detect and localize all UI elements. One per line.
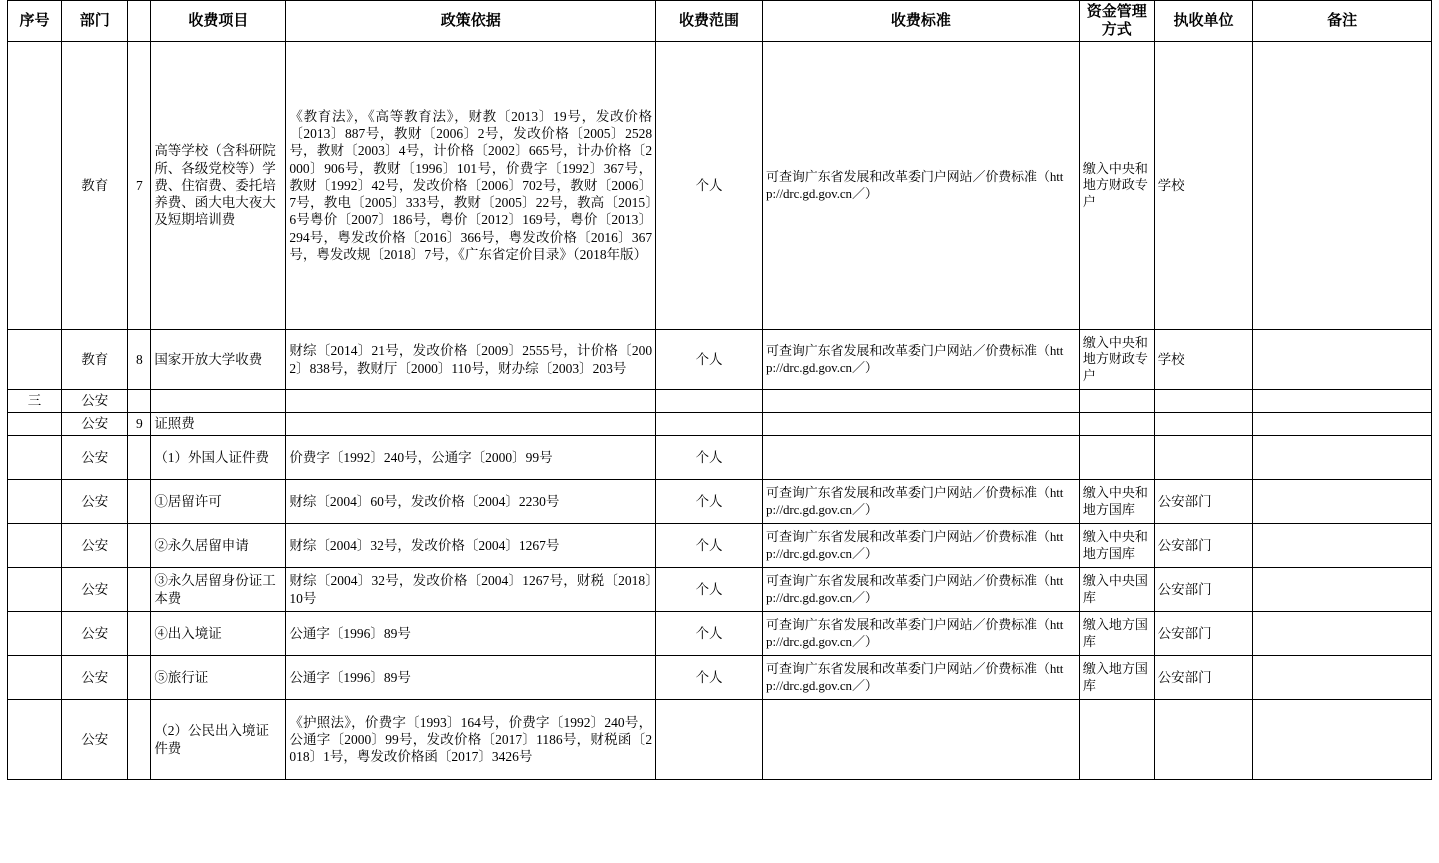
cell-remark [1253, 700, 1432, 780]
cell-seq: 三 [8, 390, 62, 413]
cell-scope [656, 390, 763, 413]
cell-seq [8, 656, 62, 700]
cell-policy [286, 390, 656, 413]
cell-seq [8, 330, 62, 390]
cell-num [128, 612, 151, 656]
cell-remark [1253, 568, 1432, 612]
cell-scope: 个人 [656, 42, 763, 330]
cell-seq [8, 480, 62, 524]
document-page [7, 0, 1432, 780]
cell-dept: 教育 [62, 330, 128, 390]
cell-fund: 缴入中央和地方财政专户 [1079, 330, 1154, 390]
cell-remark [1253, 330, 1432, 390]
cell-unit: 学校 [1154, 330, 1253, 390]
cell-fund [1079, 413, 1154, 436]
cell-remark [1253, 656, 1432, 700]
cell-fund [1079, 390, 1154, 413]
cell-dept: 公安 [62, 390, 128, 413]
cell-fund: 缴入中央和地方国库 [1079, 524, 1154, 568]
table-body [8, 42, 1432, 780]
cell-policy: 公通字〔1996〕89号 [286, 656, 656, 700]
cell-item: （1）外国人证件费 [151, 436, 286, 480]
cell-num [128, 436, 151, 480]
cell-remark [1253, 42, 1432, 330]
cell-policy: 财综〔2014〕21号，发改价格〔2009〕2555号，计价格〔2002〕838号，教财厅〔2000〕110号，财办综〔2003〕203号 [286, 330, 656, 390]
cell-num: 7 [128, 42, 151, 330]
cell-seq [8, 568, 62, 612]
cell-scope [656, 700, 763, 780]
cell-unit [1154, 390, 1253, 413]
cell-num [128, 390, 151, 413]
cell-seq [8, 42, 62, 330]
cell-unit: 公安部门 [1154, 568, 1253, 612]
cell-item: ②永久居留申请 [151, 524, 286, 568]
table-row [8, 700, 1432, 780]
cell-unit: 公安部门 [1154, 524, 1253, 568]
cell-unit: 公安部门 [1154, 612, 1253, 656]
cell-scope: 个人 [656, 480, 763, 524]
cell-unit [1154, 700, 1253, 780]
table-row [8, 390, 1432, 413]
header-fund: 资金管理方式 [1079, 1, 1154, 42]
header-unit: 执收单位 [1154, 1, 1253, 42]
cell-item: 证照费 [151, 413, 286, 436]
cell-dept: 公安 [62, 413, 128, 436]
cell-item: ④出入境证 [151, 612, 286, 656]
table-row [8, 330, 1432, 390]
cell-standard: 可查询广东省发展和改革委门户网站／价费标准（http://drc.gd.gov.cn／） [763, 656, 1080, 700]
cell-scope: 个人 [656, 612, 763, 656]
table-row [8, 524, 1432, 568]
cell-policy: 《护照法》，价费字〔1993〕164号，价费字〔1992〕240号，公通字〔2000〕99号，发改价格〔2017〕1186号，财税函〔2018〕1号，粤发改价格函〔2017〕3426号 [286, 700, 656, 780]
cell-unit: 公安部门 [1154, 480, 1253, 524]
cell-scope: 个人 [656, 524, 763, 568]
cell-remark [1253, 413, 1432, 436]
cell-scope: 个人 [656, 436, 763, 480]
cell-num: 9 [128, 413, 151, 436]
cell-policy: 财综〔2004〕32号，发改价格〔2004〕1267号 [286, 524, 656, 568]
cell-scope [656, 413, 763, 436]
cell-dept: 公安 [62, 436, 128, 480]
cell-fund: 缴入中央和地方国库 [1079, 480, 1154, 524]
cell-item: 国家开放大学收费 [151, 330, 286, 390]
cell-num [128, 700, 151, 780]
cell-dept: 教育 [62, 42, 128, 330]
cell-fund: 缴入中央国库 [1079, 568, 1154, 612]
cell-remark [1253, 524, 1432, 568]
cell-num [128, 568, 151, 612]
cell-standard [763, 436, 1080, 480]
header-num [128, 1, 151, 42]
cell-remark [1253, 480, 1432, 524]
table-row [8, 480, 1432, 524]
cell-fund: 缴入地方国库 [1079, 612, 1154, 656]
cell-policy: 《教育法》，《高等教育法》，财教〔2013〕19号，发改价格〔2013〕887号，教财〔2006〕2号，发改价格〔2005〕2528号，教财〔2003〕4号，计价格〔2002〕665号，计办价格〔2000〕906号，教财〔1996〕101号，价费字〔1992〕367号，教财〔1992〕42号，发改价格〔2006〕702号，教财〔2006〕7号，教电〔2005〕333号，教财〔2005〕22号，教高〔2015〕6号粤价〔2007〕186号，粤价〔2012〕169号，粤价〔2013〕294号，粤发改价格〔2016〕366号，粤发改价格〔2016〕367号，粤发改规〔2018〕7号，《广东省定价目录》（2018年版） [286, 42, 656, 330]
cell-seq [8, 436, 62, 480]
cell-item: ⑤旅行证 [151, 656, 286, 700]
header-dept: 部门 [62, 1, 128, 42]
cell-dept: 公安 [62, 612, 128, 656]
cell-policy: 财综〔2004〕60号，发改价格〔2004〕2230号 [286, 480, 656, 524]
cell-remark [1253, 436, 1432, 480]
cell-seq [8, 413, 62, 436]
cell-standard: 可查询广东省发展和改革委门户网站／价费标准（http://drc.gd.gov.cn／） [763, 568, 1080, 612]
table-header [8, 1, 1432, 42]
cell-scope: 个人 [656, 330, 763, 390]
table-row [8, 42, 1432, 330]
header-remark: 备注 [1253, 1, 1432, 42]
table-row [8, 656, 1432, 700]
table-row [8, 568, 1432, 612]
cell-standard: 可查询广东省发展和改革委门户网站／价费标准（http://drc.gd.gov.cn／） [763, 330, 1080, 390]
header-row [8, 1, 1432, 42]
cell-unit: 学校 [1154, 42, 1253, 330]
header-policy: 政策依据 [286, 1, 656, 42]
table-row [8, 436, 1432, 480]
table-row [8, 612, 1432, 656]
cell-item: ①居留许可 [151, 480, 286, 524]
cell-item [151, 390, 286, 413]
cell-fund: 缴入地方国库 [1079, 656, 1154, 700]
cell-standard [763, 700, 1080, 780]
cell-scope: 个人 [656, 568, 763, 612]
header-scope: 收费范围 [656, 1, 763, 42]
cell-item: 高等学校（含科研院所、各级党校等）学费、住宿费、委托培养费、函大电大夜大及短期培训费 [151, 42, 286, 330]
cell-unit [1154, 413, 1253, 436]
cell-num [128, 524, 151, 568]
cell-standard: 可查询广东省发展和改革委门户网站／价费标准（http://drc.gd.gov.cn／） [763, 42, 1080, 330]
cell-seq [8, 700, 62, 780]
cell-num [128, 656, 151, 700]
cell-scope: 个人 [656, 656, 763, 700]
cell-standard [763, 390, 1080, 413]
cell-policy: 公通字〔1996〕89号 [286, 612, 656, 656]
cell-standard: 可查询广东省发展和改革委门户网站／价费标准（http://drc.gd.gov.cn／） [763, 524, 1080, 568]
cell-unit: 公安部门 [1154, 656, 1253, 700]
cell-remark [1253, 390, 1432, 413]
header-standard: 收费标准 [763, 1, 1080, 42]
fee-schedule-table [7, 0, 1432, 780]
cell-seq [8, 524, 62, 568]
cell-standard: 可查询广东省发展和改革委门户网站／价费标准（http://drc.gd.gov.cn／） [763, 480, 1080, 524]
cell-num [128, 480, 151, 524]
cell-unit [1154, 436, 1253, 480]
cell-dept: 公安 [62, 568, 128, 612]
cell-standard: 可查询广东省发展和改革委门户网站／价费标准（http://drc.gd.gov.cn／） [763, 612, 1080, 656]
header-seq: 序号 [8, 1, 62, 42]
table-row [8, 413, 1432, 436]
cell-dept: 公安 [62, 656, 128, 700]
cell-policy: 价费字〔1992〕240号，公通字〔2000〕99号 [286, 436, 656, 480]
cell-dept: 公安 [62, 524, 128, 568]
cell-fund [1079, 436, 1154, 480]
cell-item: ③永久居留身份证工本费 [151, 568, 286, 612]
cell-num: 8 [128, 330, 151, 390]
cell-policy: 财综〔2004〕32号，发改价格〔2004〕1267号，财税〔2018〕10号 [286, 568, 656, 612]
cell-seq [8, 612, 62, 656]
cell-fund: 缴入中央和地方财政专户 [1079, 42, 1154, 330]
cell-dept: 公安 [62, 700, 128, 780]
cell-item: （2）公民出入境证件费 [151, 700, 286, 780]
cell-remark [1253, 612, 1432, 656]
header-item: 收费项目 [151, 1, 286, 42]
cell-fund [1079, 700, 1154, 780]
cell-dept: 公安 [62, 480, 128, 524]
cell-standard [763, 413, 1080, 436]
cell-policy [286, 413, 656, 436]
